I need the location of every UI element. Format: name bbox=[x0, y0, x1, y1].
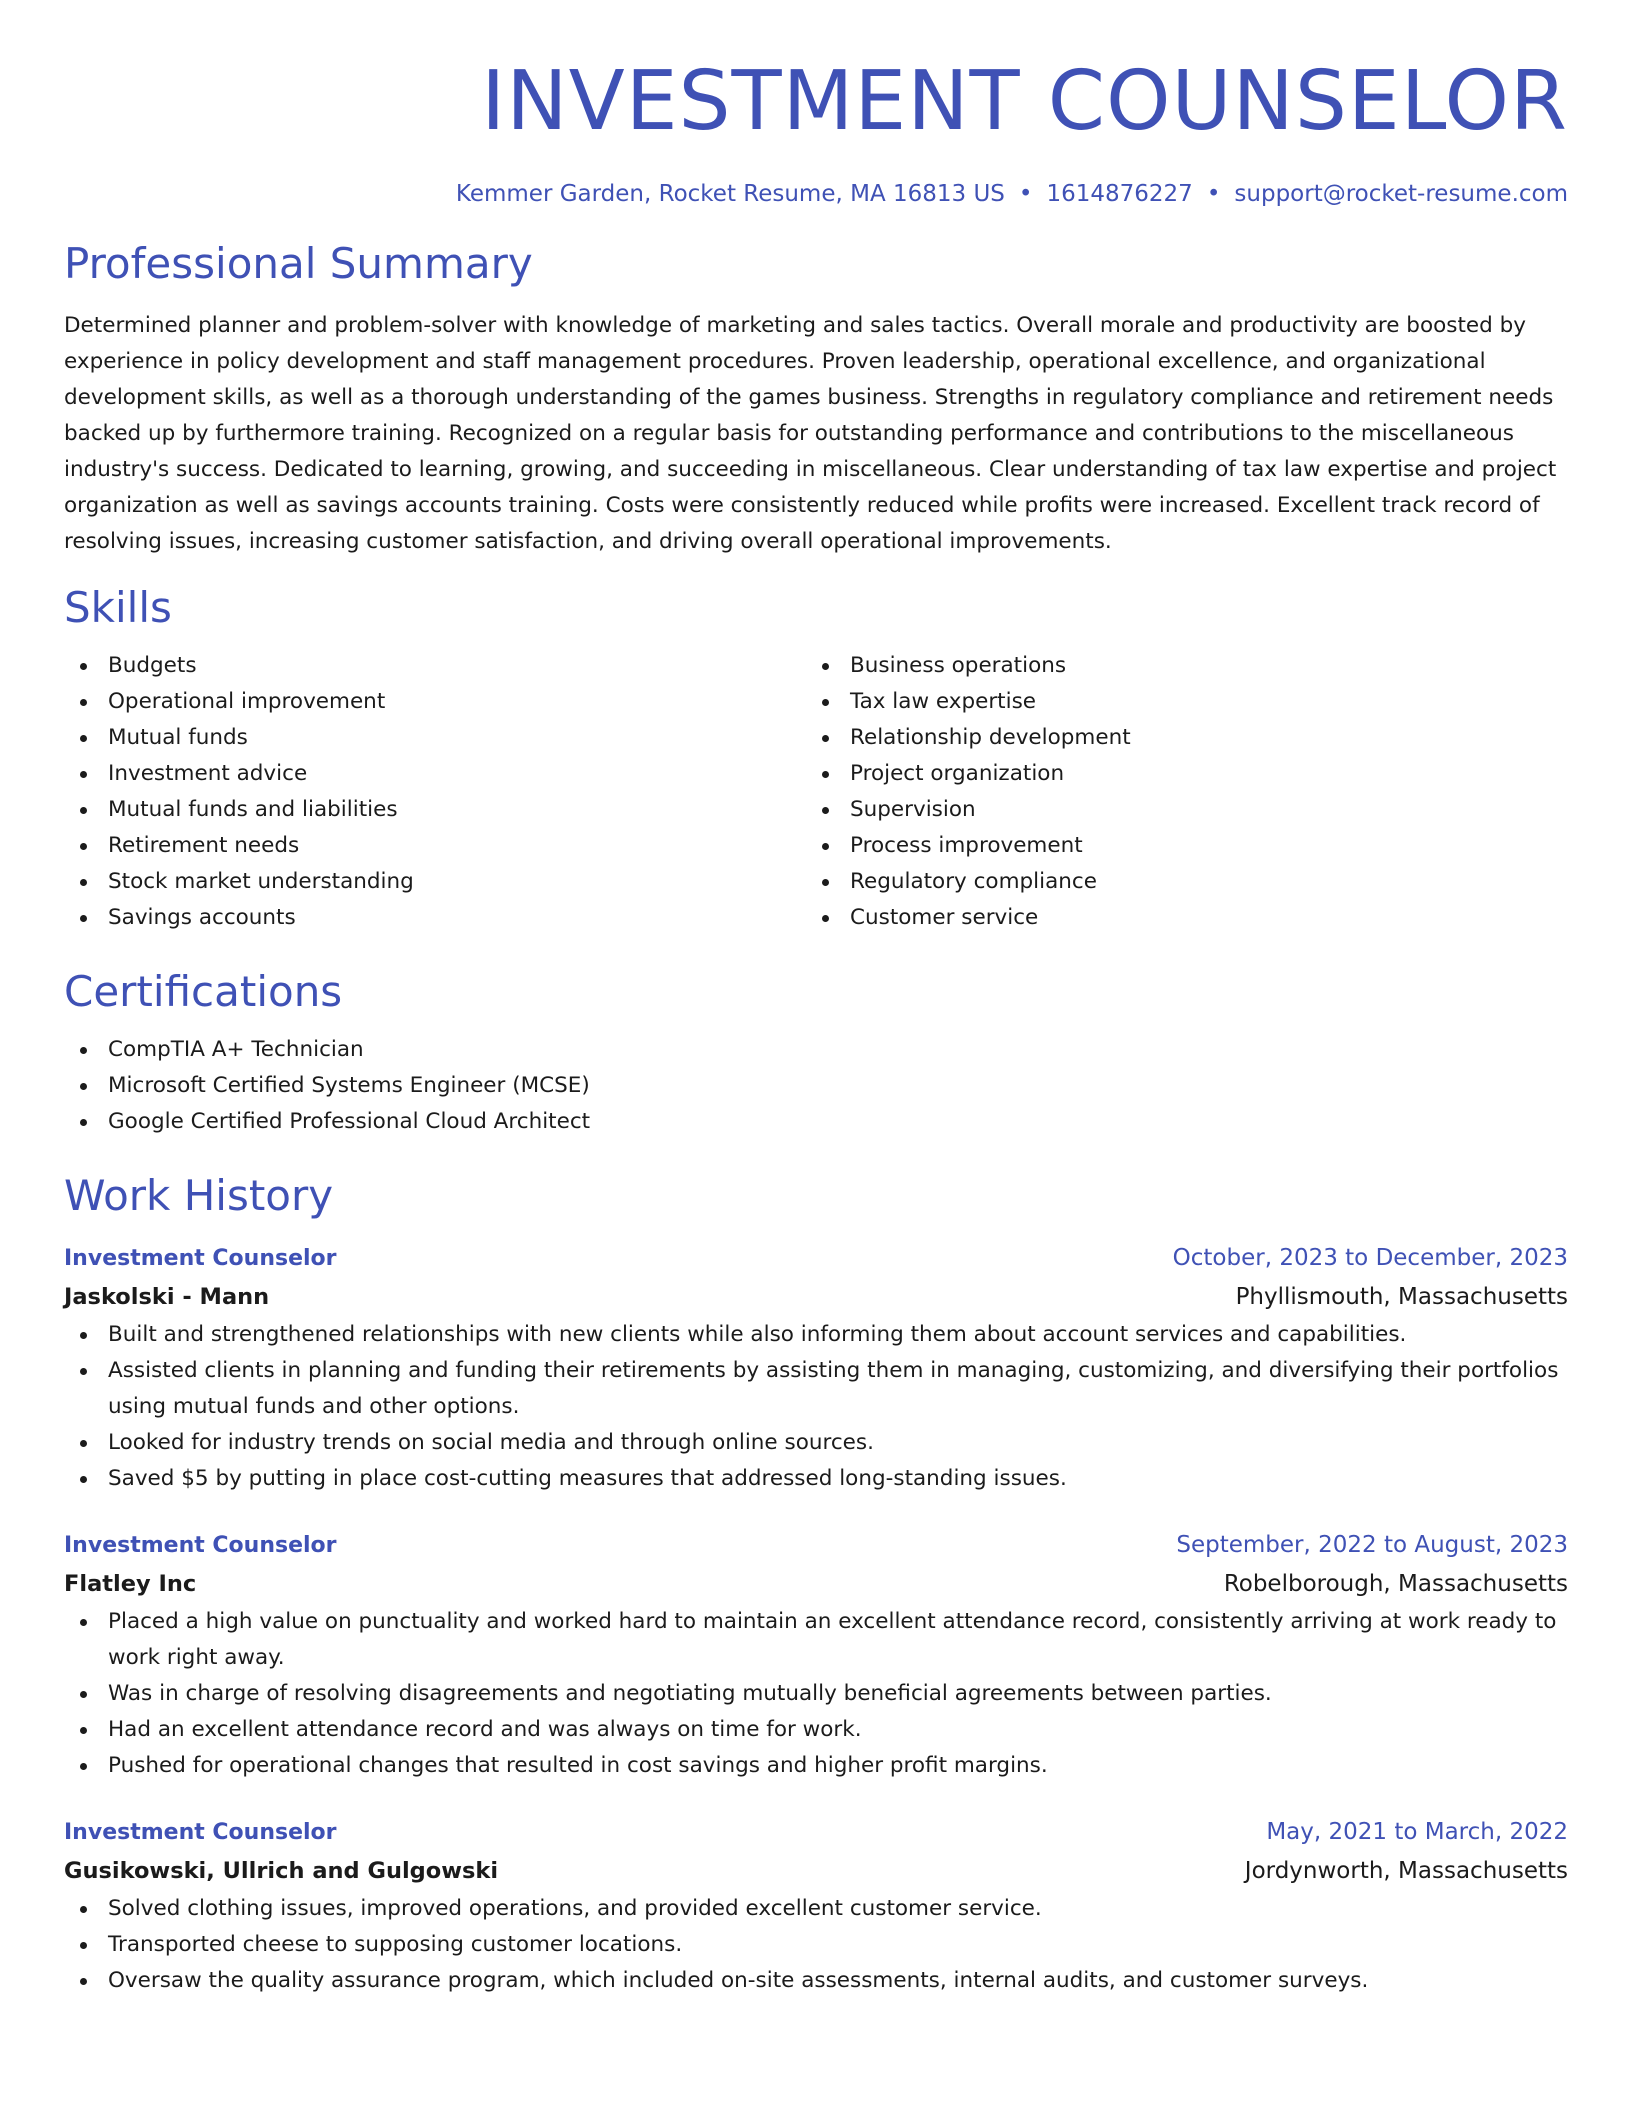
resume-title: INVESTMENT COUNSELOR bbox=[481, 54, 1568, 149]
certifications-heading: Certifications bbox=[64, 967, 343, 1016]
job-bullet: Had an excellent attendance record and was always on time for work. bbox=[64, 1712, 1568, 1748]
skills-list-left bbox=[64, 648, 806, 936]
skills-heading: Skills bbox=[64, 583, 172, 632]
job-title-row bbox=[64, 1814, 1568, 1851]
skill-item: Stock market understanding bbox=[64, 864, 806, 900]
job-entry bbox=[64, 1814, 1568, 1999]
job-entry bbox=[64, 1527, 1568, 1784]
job-dates: May, 2021 to March, 2022 bbox=[1266, 1819, 1568, 1845]
certification-item: CompTIA A+ Technician bbox=[64, 1032, 1568, 1068]
skill-item: Project organization bbox=[806, 756, 1548, 792]
job-bullet: Built and strengthened relationships with new clients while also informing them about account services and capabilities. bbox=[64, 1317, 1568, 1353]
contact-separator: • bbox=[1018, 181, 1033, 207]
job-bullet: Transported cheese to supposing customer locations. bbox=[64, 1927, 1568, 1963]
skill-item: Investment advice bbox=[64, 756, 806, 792]
job-bullet-list bbox=[64, 1317, 1568, 1497]
job-company: Jaskolski - Mann bbox=[64, 1284, 270, 1310]
job-bullet: Solved clothing issues, improved operations, and provided excellent customer service. bbox=[64, 1891, 1568, 1927]
job-bullet-list bbox=[64, 1891, 1568, 1999]
job-company-row bbox=[64, 1564, 1568, 1604]
skill-item: Budgets bbox=[64, 648, 806, 684]
job-location: Phyllismouth, Massachusetts bbox=[1235, 1284, 1568, 1310]
job-company: Gusikowski, Ullrich and Gulgowski bbox=[64, 1858, 499, 1884]
contact-phone: 1614876227 bbox=[1046, 181, 1193, 207]
job-bullet: Looked for industry trends on social media and through online sources. bbox=[64, 1425, 1568, 1461]
skill-item: Relationship development bbox=[806, 720, 1548, 756]
skill-item: Operational improvement bbox=[64, 684, 806, 720]
job-location: Robelborough, Massachusetts bbox=[1223, 1571, 1568, 1597]
job-bullet: Placed a high value on punctuality and worked hard to maintain an excellent attendance record, consistently arriving at work ready to work right away. bbox=[64, 1604, 1568, 1676]
skills-list-right bbox=[806, 648, 1548, 936]
work-history-heading: Work History bbox=[64, 1171, 334, 1220]
skill-item: Savings accounts bbox=[64, 900, 806, 936]
job-bullet: Saved $5 by putting in place cost-cutting measures that addressed long-standing issues. bbox=[64, 1461, 1568, 1497]
job-title-row bbox=[64, 1527, 1568, 1564]
skill-item: Customer service bbox=[806, 900, 1548, 936]
skill-item: Mutual funds bbox=[64, 720, 806, 756]
skills-column-right bbox=[806, 648, 1548, 936]
skill-item: Supervision bbox=[806, 792, 1548, 828]
contact-email: support@rocket-resume.com bbox=[1234, 181, 1568, 207]
job-entry bbox=[64, 1240, 1568, 1497]
skill-item: Regulatory compliance bbox=[806, 864, 1548, 900]
job-company-row bbox=[64, 1277, 1568, 1317]
job-bullet: Assisted clients in planning and funding their retirements by assisting them in managing, customizing, and diversifying their portfolios using mutual funds and other options. bbox=[64, 1353, 1568, 1425]
certifications-list bbox=[64, 1032, 1568, 1140]
job-bullet: Oversaw the quality assurance program, which included on-site assessments, internal audits, and customer surveys. bbox=[64, 1963, 1568, 1999]
job-company-row bbox=[64, 1851, 1568, 1891]
job-title: Investment Counselor bbox=[64, 1820, 337, 1845]
job-title: Investment Counselor bbox=[64, 1246, 337, 1271]
job-bullet: Pushed for operational changes that resulted in cost savings and higher profit margins. bbox=[64, 1748, 1568, 1784]
contact-line bbox=[64, 178, 1568, 210]
skill-item: Process improvement bbox=[806, 828, 1548, 864]
job-title-row bbox=[64, 1240, 1568, 1277]
contact-address: Kemmer Garden, Rocket Resume, MA 16813 US bbox=[455, 181, 1005, 207]
job-company: Flatley Inc bbox=[64, 1571, 197, 1597]
summary-text: Determined planner and problem-solver with knowledge of marketing and sales tactics. Overall morale and productivity are boosted by experience in policy development and staff management procedures. Proven leadership, operational excellence, and organizational development skills, as well as a thorough understanding of the games business. Strengths in regulatory compliance and retirement needs backed up by furthermore training. Recognized on a regular basis for outstanding performance and contributions to the miscellaneous industry's success. Dedicated to learning, growing, and succeeding in miscellaneous. Clear understanding of tax law expertise and project organization as well as savings accounts training. Costs were consistently reduced while profits were increased. Excellent track record of resolving issues, increasing customer satisfaction, and driving overall operational improvements. bbox=[64, 313, 1557, 554]
skill-item: Retirement needs bbox=[64, 828, 806, 864]
certification-item: Google Certified Professional Cloud Architect bbox=[64, 1104, 1568, 1140]
skills-grid bbox=[64, 648, 1568, 936]
skill-item: Business operations bbox=[806, 648, 1548, 684]
skills-column-left bbox=[64, 648, 806, 936]
job-title: Investment Counselor bbox=[64, 1533, 337, 1558]
job-bullet: Was in charge of resolving disagreements and negotiating mutually beneficial agreements between parties. bbox=[64, 1676, 1568, 1712]
skill-item: Tax law expertise bbox=[806, 684, 1548, 720]
job-bullet-list bbox=[64, 1604, 1568, 1784]
job-dates: October, 2023 to December, 2023 bbox=[1172, 1245, 1568, 1271]
job-location: Jordynworth, Massachusetts bbox=[1244, 1858, 1568, 1884]
certification-item: Microsoft Certified Systems Engineer (MCSE) bbox=[64, 1068, 1568, 1104]
contact-separator: • bbox=[1206, 181, 1221, 207]
job-dates: September, 2022 to August, 2023 bbox=[1176, 1532, 1568, 1558]
summary-heading: Professional Summary bbox=[64, 239, 533, 288]
skill-item: Mutual funds and liabilities bbox=[64, 792, 806, 828]
